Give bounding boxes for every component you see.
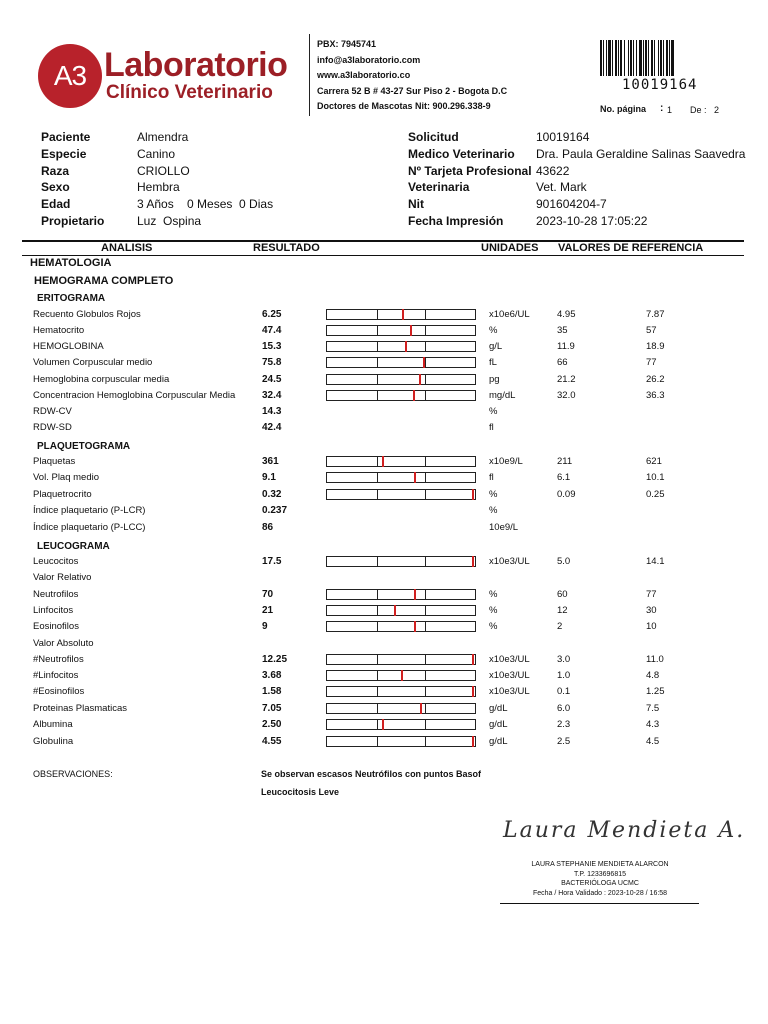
reference-min: 12 — [557, 605, 568, 616]
reference-min: 1.0 — [557, 670, 571, 681]
range-divider — [425, 590, 426, 599]
range-divider — [377, 671, 378, 680]
range-divider — [377, 342, 378, 351]
result-value: 24.5 — [262, 374, 282, 385]
result-value: 9 — [262, 621, 268, 632]
result-value: 1.58 — [262, 686, 282, 697]
range-divider — [425, 704, 426, 713]
contact-nit: Doctores de Mascotas Nit: 900.296.338-9 — [317, 101, 491, 111]
result-range-bar — [326, 589, 476, 600]
reference-min: 60 — [557, 589, 568, 600]
result-unit: % — [489, 406, 498, 417]
result-name: Valor Relativo — [33, 572, 92, 583]
result-name: Albumina — [33, 719, 73, 730]
range-divider — [425, 737, 426, 746]
range-divider — [425, 655, 426, 664]
reference-min: 2 — [557, 621, 563, 632]
result-unit: pg — [489, 374, 500, 385]
result-marker — [419, 374, 421, 385]
result-range-bar — [326, 556, 476, 567]
result-unit: x10e6/UL — [489, 309, 530, 320]
result-name: Plaquetrocrito — [33, 489, 92, 500]
result-unit: g/dL — [489, 719, 508, 730]
result-value: 32.4 — [262, 390, 282, 401]
reference-max: 11.0 — [646, 654, 664, 665]
result-unit: fl — [489, 472, 494, 483]
result-unit: g/dL — [489, 736, 508, 747]
result-range-bar — [326, 357, 476, 368]
range-divider — [377, 391, 378, 400]
request-field-label: Veterinaria — [408, 180, 470, 195]
range-divider — [425, 457, 426, 466]
observations-line-2: Leucocitosis Leve — [261, 787, 340, 797]
result-marker — [410, 325, 412, 336]
result-unit: % — [489, 621, 498, 632]
result-marker — [382, 719, 384, 730]
request-field-value: 10019164 — [536, 130, 590, 144]
signer-name: LAURA STEPHANIE MENDIETA ALARCON — [531, 861, 669, 868]
result-name: Vol. Plaq medio — [33, 472, 100, 483]
result-value: 7.05 — [262, 703, 282, 714]
result-value: 75.8 — [262, 357, 282, 368]
reference-max: 4.5 — [646, 736, 660, 747]
result-range-bar — [326, 489, 476, 500]
section-title: HEMATOLOGIA — [30, 257, 112, 269]
range-divider — [425, 720, 426, 729]
header-referencia: VALORES DE REFERENCIA — [558, 242, 704, 254]
result-marker — [420, 703, 422, 714]
result-marker — [413, 390, 415, 401]
result-marker — [472, 654, 474, 665]
result-name: Plaquetas — [33, 456, 76, 467]
reference-max: 77 — [646, 357, 657, 368]
reference-max: 30 — [646, 605, 657, 616]
result-name: Hematocrito — [33, 325, 85, 336]
header-resultado: RESULTADO — [253, 242, 320, 254]
reference-max: 36.3 — [646, 390, 665, 401]
reference-min: 211 — [557, 456, 573, 467]
lab-logo-subtitle: Clínico Veterinario — [106, 82, 273, 103]
reference-max: 10 — [646, 621, 657, 632]
result-value: 12.25 — [262, 654, 288, 665]
observations-line-1: Se observan escasos Neutrófilos con puntos Basof — [261, 769, 482, 779]
signer-tp: T.P. 1233696815 — [573, 870, 627, 878]
reference-max: 18.9 — [646, 341, 665, 352]
range-divider — [377, 655, 378, 664]
result-value: 21 — [262, 605, 274, 616]
reference-max: 0.25 — [646, 489, 665, 500]
result-range-bar — [326, 736, 476, 747]
page-colon: : — [660, 103, 664, 114]
result-range-bar — [326, 621, 476, 632]
subsection-title: HEMOGRAMA COMPLETO — [34, 275, 174, 287]
range-divider — [377, 622, 378, 631]
signature-block — [500, 860, 700, 898]
reference-max: 10.1 — [646, 472, 665, 483]
reference-max: 57 — [646, 325, 657, 336]
request-field-label: Nº Tarjeta Profesional — [408, 163, 532, 178]
range-divider — [425, 490, 426, 499]
request-field-label: Nit — [408, 197, 424, 212]
range-divider — [377, 590, 378, 599]
range-divider — [425, 473, 426, 482]
range-divider — [377, 457, 378, 466]
range-divider — [425, 342, 426, 351]
group-leucograma: LEUCOGRAMA — [37, 541, 110, 552]
signer-title: BACTERIÓLOGA UCMC — [561, 880, 639, 887]
reference-max: 1.25 — [646, 686, 665, 697]
result-value: 15.3 — [262, 341, 282, 352]
result-unit: x10e3/UL — [489, 654, 530, 665]
patient-field-label: Propietario — [41, 214, 105, 228]
result-unit: g/L — [489, 341, 503, 352]
reference-min: 4.95 — [557, 309, 576, 320]
result-value: 361 — [262, 456, 279, 467]
contact-email: info@a3laboratorio.com — [317, 54, 421, 65]
request-field-value: Vet. Mark — [536, 180, 587, 195]
range-divider — [377, 737, 378, 746]
request-field-label: Medico Veterinario — [408, 146, 515, 161]
result-range-bar — [326, 686, 476, 697]
table-header-bottom-line — [22, 255, 744, 256]
reference-min: 0.09 — [557, 489, 576, 500]
result-range-bar — [326, 654, 476, 665]
range-divider — [425, 687, 426, 696]
result-marker — [472, 736, 474, 747]
result-marker — [423, 357, 425, 368]
result-name: Leucocitos — [33, 556, 79, 567]
reference-min: 0.1 — [557, 686, 571, 697]
reference-max: 7.87 — [646, 309, 665, 320]
result-range-bar — [326, 456, 476, 467]
reference-min: 66 — [557, 357, 568, 368]
result-value: 70 — [262, 589, 274, 600]
result-range-bar — [326, 341, 476, 352]
handwritten-signature: Laura Mendieta A. — [503, 818, 746, 843]
result-name: Eosinofilos — [33, 621, 79, 632]
barcode — [600, 40, 734, 76]
result-name: Neutrofilos — [33, 589, 79, 600]
patient-field-label: Especie — [41, 146, 87, 161]
result-value: 42.4 — [262, 422, 282, 433]
lab-logo-mark: A3 — [38, 44, 102, 108]
result-unit: % — [489, 589, 498, 600]
reference-max: 14.1 — [646, 556, 665, 567]
result-unit: g/dL — [489, 703, 508, 714]
result-value: 0.32 — [262, 489, 282, 500]
result-name: Recuento Globulos Rojos — [33, 309, 141, 320]
result-marker — [414, 621, 416, 632]
result-marker — [472, 556, 474, 567]
result-value: 6.25 — [262, 309, 282, 320]
range-divider — [377, 606, 378, 615]
result-marker — [402, 309, 404, 320]
result-marker — [414, 589, 416, 600]
result-unit: % — [489, 605, 498, 616]
patient-field-label: Raza — [41, 163, 70, 178]
range-divider — [425, 391, 426, 400]
barcode-number: 10019164 — [622, 77, 698, 93]
result-unit: x10e3/UL — [489, 556, 530, 567]
lab-logo-name: Laboratorio — [104, 46, 288, 84]
result-range-bar — [326, 719, 476, 730]
reference-min: 5.0 — [557, 556, 571, 567]
group-plaquetograma: PLAQUETOGRAMA — [37, 441, 131, 452]
patient-field-label: Paciente — [41, 130, 91, 144]
result-marker — [405, 341, 407, 352]
result-name: RDW-CV — [33, 406, 72, 417]
result-unit: % — [489, 325, 498, 336]
reference-min: 32.0 — [557, 390, 576, 401]
header-analisis: ANALISIS — [101, 242, 153, 254]
range-divider — [377, 687, 378, 696]
patient-field-value: CRIOLLO — [137, 163, 190, 178]
result-value: 3.68 — [262, 670, 282, 681]
range-divider — [377, 473, 378, 482]
result-marker — [382, 456, 384, 467]
range-divider — [425, 310, 426, 319]
patient-field-value: Almendra — [137, 130, 189, 144]
result-marker — [401, 670, 403, 681]
result-value: 0.237 — [262, 505, 288, 516]
result-name: Linfocitos — [33, 605, 74, 616]
range-divider — [425, 671, 426, 680]
reference-min: 3.0 — [557, 654, 571, 665]
result-range-bar — [326, 374, 476, 385]
range-divider — [425, 606, 426, 615]
reference-max: 4.3 — [646, 719, 660, 730]
result-marker — [394, 605, 396, 616]
result-range-bar — [326, 670, 476, 681]
result-name: Globulina — [33, 736, 74, 747]
page-current: 1 — [667, 105, 673, 115]
range-divider — [377, 490, 378, 499]
reference-min: 6.0 — [557, 703, 571, 714]
result-name: Índice plaquetario (P-LCR) — [33, 505, 146, 516]
page-of-label: De : — [690, 105, 707, 115]
result-name: #Eosinofilos — [33, 686, 85, 697]
range-divider — [377, 704, 378, 713]
result-unit: x10e3/UL — [489, 670, 530, 681]
reference-min: 11.9 — [557, 341, 575, 352]
request-field-label: Fecha Impresión — [408, 214, 504, 228]
request-field-value: 2023-10-28 17:05:22 — [536, 214, 648, 228]
signature-line — [500, 903, 699, 904]
result-name: Proteinas Plasmaticas — [33, 703, 127, 714]
barcode-stripe — [674, 40, 675, 76]
result-range-bar — [326, 309, 476, 320]
result-value: 2.50 — [262, 719, 282, 730]
request-field-value: 901604204-7 — [536, 197, 607, 212]
result-unit: % — [489, 489, 498, 500]
result-range-bar — [326, 605, 476, 616]
reference-max: 4.8 — [646, 670, 660, 681]
result-name: Valor Absoluto — [33, 638, 94, 649]
result-range-bar — [326, 390, 476, 401]
contact-web: www.a3laboratorio.co — [317, 70, 411, 80]
reference-min: 35 — [557, 325, 568, 336]
result-unit: % — [489, 505, 498, 516]
reference-min: 21.2 — [557, 374, 576, 385]
result-unit: x10e9/L — [489, 456, 523, 467]
range-divider — [425, 557, 426, 566]
range-divider — [377, 326, 378, 335]
reference-max: 621 — [646, 456, 662, 467]
reference-max: 7.5 — [646, 703, 660, 714]
contact-block — [317, 37, 507, 115]
result-range-bar — [326, 472, 476, 483]
patient-field-value: Hembra — [137, 180, 180, 195]
patient-field-label: Sexo — [41, 180, 70, 195]
reference-min: 2.5 — [557, 736, 571, 747]
reference-max: 77 — [646, 589, 657, 600]
range-divider — [425, 358, 426, 367]
range-divider — [425, 622, 426, 631]
result-name: Índice plaquetario (P-LCC) — [33, 522, 146, 533]
result-value: 14.3 — [262, 406, 282, 417]
result-name: #Linfocitos — [33, 670, 79, 681]
request-field-label: Solicitud — [408, 130, 459, 144]
contact-pbx: PBX: 7945741 — [317, 39, 377, 49]
result-value: 86 — [262, 522, 274, 533]
result-unit: mg/dL — [489, 390, 516, 401]
range-divider — [377, 720, 378, 729]
range-divider — [425, 326, 426, 335]
result-range-bar — [326, 325, 476, 336]
result-marker — [472, 686, 474, 697]
result-name: HEMOGLOBINA — [33, 341, 104, 352]
reference-min: 6.1 — [557, 472, 571, 483]
result-value: 9.1 — [262, 472, 276, 483]
patient-field-value: 3 Años 0 Meses 0 Dias — [137, 197, 274, 212]
group-eritograma: ERITOGRAMA — [37, 293, 106, 304]
contact-address: Carrera 52 B # 43-27 Sur Piso 2 - Bogota D.C — [317, 85, 508, 96]
patient-field-value: Canino — [137, 146, 176, 161]
result-unit: x10e3/UL — [489, 686, 530, 697]
result-unit: fl — [489, 422, 494, 433]
result-marker — [414, 472, 416, 483]
range-divider — [377, 375, 378, 384]
observations-label: OBSERVACIONES: — [33, 769, 113, 779]
range-divider — [377, 557, 378, 566]
header-divider — [309, 34, 310, 116]
header-unidades: UNIDADES — [481, 242, 539, 254]
result-range-bar — [326, 703, 476, 714]
result-name: Hemoglobina corpuscular media — [33, 374, 170, 385]
result-value: 47.4 — [262, 325, 282, 336]
result-name: #Neutrofilos — [33, 654, 84, 665]
reference-min: 2.3 — [557, 719, 571, 730]
range-divider — [377, 310, 378, 319]
result-unit: 10e9/L — [489, 522, 519, 533]
request-field-value: 43622 — [536, 163, 570, 178]
page-total: 2 — [714, 105, 720, 115]
signer-validated: Fecha / Hora Validado : 2023-10-28 / 16:58 — [532, 889, 668, 897]
patient-field-value: Luz Ospina — [137, 214, 202, 228]
range-divider — [377, 358, 378, 367]
reference-max: 26.2 — [646, 374, 665, 385]
range-divider — [425, 375, 426, 384]
result-name: RDW-SD — [33, 422, 72, 433]
result-name: Volumen Corpuscular medio — [33, 357, 153, 368]
result-unit: fL — [489, 357, 497, 368]
result-value: 4.55 — [262, 736, 282, 747]
patient-field-label: Edad — [41, 197, 71, 212]
result-marker — [472, 489, 474, 500]
request-field-value: Dra. Paula Geraldine Salinas Saavedra — [536, 146, 746, 161]
result-value: 17.5 — [262, 556, 282, 567]
page-label: No. página — [600, 104, 647, 114]
result-name: Concentracion Hemoglobina Corpuscular Media — [33, 390, 236, 401]
